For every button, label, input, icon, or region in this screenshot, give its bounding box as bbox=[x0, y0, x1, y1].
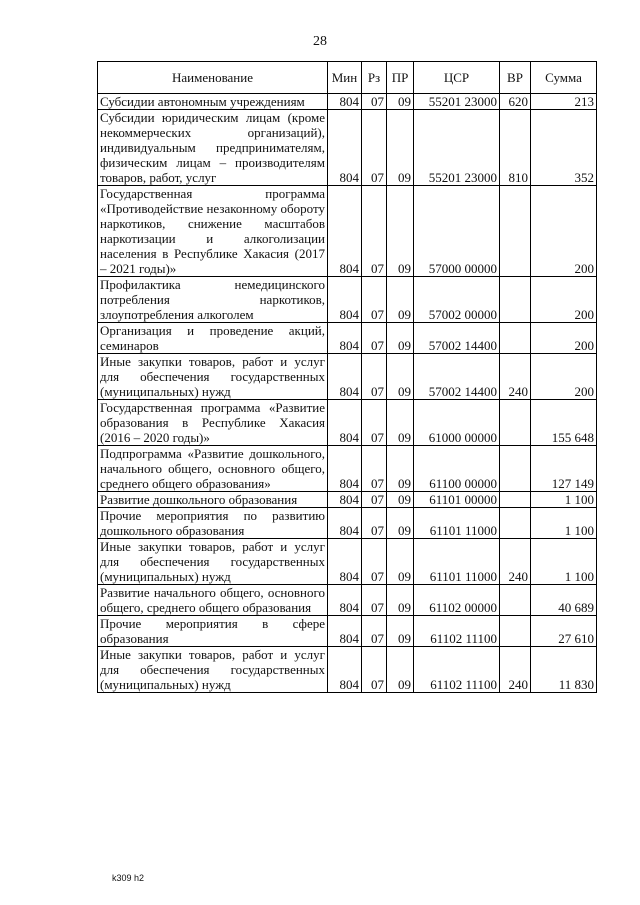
cell-name: Прочие мероприятия в сфере образования bbox=[98, 616, 328, 647]
cell-sum: 200 bbox=[531, 277, 597, 323]
cell-sum: 155 648 bbox=[531, 400, 597, 446]
cell-sum: 200 bbox=[531, 186, 597, 277]
cell-pr: 09 bbox=[387, 585, 414, 616]
cell-pr: 09 bbox=[387, 492, 414, 508]
cell-csr: 61102 00000 bbox=[414, 585, 500, 616]
cell-pr: 09 bbox=[387, 400, 414, 446]
cell-name: Организация и проведение акций, семинаров bbox=[98, 323, 328, 354]
header-rz: Рз bbox=[362, 62, 387, 94]
cell-csr: 61000 00000 bbox=[414, 400, 500, 446]
cell-min: 804 bbox=[328, 492, 362, 508]
cell-sum: 127 149 bbox=[531, 446, 597, 492]
cell-name: Иные закупки товаров, работ и услуг для обеспечения государственных (муниципальных) нужд bbox=[98, 539, 328, 585]
footer-code: k309 h2 bbox=[112, 873, 145, 883]
cell-pr: 09 bbox=[387, 277, 414, 323]
cell-rz: 07 bbox=[362, 400, 387, 446]
cell-min: 804 bbox=[328, 277, 362, 323]
cell-csr: 61102 11100 bbox=[414, 616, 500, 647]
cell-min: 804 bbox=[328, 539, 362, 585]
cell-rz: 07 bbox=[362, 585, 387, 616]
table-row bbox=[98, 277, 597, 323]
cell-min: 804 bbox=[328, 508, 362, 539]
cell-vr bbox=[500, 616, 531, 647]
cell-rz: 07 bbox=[362, 323, 387, 354]
cell-pr: 09 bbox=[387, 647, 414, 693]
cell-vr: 620 bbox=[500, 94, 531, 110]
cell-name: Развитие начального общего, основного общего, среднего общего образования bbox=[98, 585, 328, 616]
budget-table bbox=[97, 61, 597, 693]
cell-csr: 61101 11000 bbox=[414, 508, 500, 539]
cell-rz: 07 bbox=[362, 508, 387, 539]
cell-min: 804 bbox=[328, 616, 362, 647]
table-row bbox=[98, 492, 597, 508]
cell-name: Иные закупки товаров, работ и услуг для обеспечения государственных (муниципальных) нужд bbox=[98, 354, 328, 400]
cell-rz: 07 bbox=[362, 492, 387, 508]
cell-sum: 1 100 bbox=[531, 492, 597, 508]
cell-rz: 07 bbox=[362, 186, 387, 277]
cell-name: Государственная программа «Развитие образования в Республике Хакасия (2016 – 2020 годы)» bbox=[98, 400, 328, 446]
table-header-row bbox=[98, 62, 597, 94]
cell-rz: 07 bbox=[362, 354, 387, 400]
cell-csr: 57002 14400 bbox=[414, 323, 500, 354]
cell-sum: 1 100 bbox=[531, 508, 597, 539]
table-row bbox=[98, 647, 597, 693]
cell-min: 804 bbox=[328, 94, 362, 110]
cell-sum: 40 689 bbox=[531, 585, 597, 616]
cell-name: Государственная программа «Противодействие незаконному обороту наркотиков, снижение масштабов наркотизации и алкоголизации населения в Республике Хакасия (2017 – 2021 годы)» bbox=[98, 186, 328, 277]
cell-pr: 09 bbox=[387, 323, 414, 354]
cell-rz: 07 bbox=[362, 277, 387, 323]
cell-sum: 213 bbox=[531, 94, 597, 110]
cell-min: 804 bbox=[328, 186, 362, 277]
header-name: Наименование bbox=[98, 62, 328, 94]
cell-csr: 57002 00000 bbox=[414, 277, 500, 323]
table-row bbox=[98, 585, 597, 616]
cell-csr: 57002 14400 bbox=[414, 354, 500, 400]
cell-min: 804 bbox=[328, 647, 362, 693]
cell-csr: 57000 00000 bbox=[414, 186, 500, 277]
cell-vr: 240 bbox=[500, 647, 531, 693]
cell-pr: 09 bbox=[387, 446, 414, 492]
cell-pr: 09 bbox=[387, 539, 414, 585]
cell-name: Субсидии юридическим лицам (кроме некоммерческих организаций), индивидуальным предпринимателям, физическим лицам – производителям товаров, работ, услуг bbox=[98, 110, 328, 186]
cell-pr: 09 bbox=[387, 354, 414, 400]
cell-name: Прочие мероприятия по развитию дошкольного образования bbox=[98, 508, 328, 539]
table-row bbox=[98, 446, 597, 492]
cell-sum: 352 bbox=[531, 110, 597, 186]
cell-pr: 09 bbox=[387, 110, 414, 186]
cell-min: 804 bbox=[328, 323, 362, 354]
cell-rz: 07 bbox=[362, 94, 387, 110]
cell-min: 804 bbox=[328, 585, 362, 616]
table-row bbox=[98, 616, 597, 647]
cell-sum: 11 830 bbox=[531, 647, 597, 693]
cell-rz: 07 bbox=[362, 110, 387, 186]
cell-min: 804 bbox=[328, 446, 362, 492]
cell-vr bbox=[500, 585, 531, 616]
cell-vr bbox=[500, 323, 531, 354]
cell-vr bbox=[500, 400, 531, 446]
table-row bbox=[98, 110, 597, 186]
table-row bbox=[98, 186, 597, 277]
cell-name: Подпрограмма «Развитие дошкольного, начального общего, основного общего, среднего общего образования» bbox=[98, 446, 328, 492]
cell-vr bbox=[500, 446, 531, 492]
cell-csr: 55201 23000 bbox=[414, 94, 500, 110]
cell-pr: 09 bbox=[387, 616, 414, 647]
table-body bbox=[98, 94, 597, 693]
header-csr: ЦСР bbox=[414, 62, 500, 94]
cell-csr: 61101 11000 bbox=[414, 539, 500, 585]
table-row bbox=[98, 400, 597, 446]
cell-name: Развитие дошкольного образования bbox=[98, 492, 328, 508]
cell-pr: 09 bbox=[387, 186, 414, 277]
table-row bbox=[98, 323, 597, 354]
cell-csr: 61101 00000 bbox=[414, 492, 500, 508]
cell-vr: 240 bbox=[500, 539, 531, 585]
cell-rz: 07 bbox=[362, 647, 387, 693]
table-row bbox=[98, 539, 597, 585]
cell-vr: 810 bbox=[500, 110, 531, 186]
cell-name: Профилактика немедицинского потребления наркотиков, злоупотребления алкоголем bbox=[98, 277, 328, 323]
cell-rz: 07 bbox=[362, 539, 387, 585]
cell-vr bbox=[500, 492, 531, 508]
header-min: Мин bbox=[328, 62, 362, 94]
cell-vr bbox=[500, 508, 531, 539]
cell-name: Иные закупки товаров, работ и услуг для обеспечения государственных (муниципальных) нужд bbox=[98, 647, 328, 693]
table-row bbox=[98, 508, 597, 539]
cell-vr bbox=[500, 186, 531, 277]
table-row bbox=[98, 94, 597, 110]
cell-vr bbox=[500, 277, 531, 323]
cell-pr: 09 bbox=[387, 94, 414, 110]
cell-rz: 07 bbox=[362, 616, 387, 647]
header-sum: Сумма bbox=[531, 62, 597, 94]
cell-sum: 1 100 bbox=[531, 539, 597, 585]
cell-pr: 09 bbox=[387, 508, 414, 539]
cell-sum: 27 610 bbox=[531, 616, 597, 647]
page-number: 28 bbox=[313, 34, 327, 49]
cell-min: 804 bbox=[328, 110, 362, 186]
table-row bbox=[98, 354, 597, 400]
cell-csr: 61102 11100 bbox=[414, 647, 500, 693]
cell-min: 804 bbox=[328, 354, 362, 400]
header-pr: ПР bbox=[387, 62, 414, 94]
cell-name: Субсидии автономным учреждениям bbox=[98, 94, 328, 110]
cell-csr: 55201 23000 bbox=[414, 110, 500, 186]
cell-csr: 61100 00000 bbox=[414, 446, 500, 492]
cell-rz: 07 bbox=[362, 446, 387, 492]
cell-sum: 200 bbox=[531, 354, 597, 400]
cell-vr: 240 bbox=[500, 354, 531, 400]
cell-min: 804 bbox=[328, 400, 362, 446]
cell-sum: 200 bbox=[531, 323, 597, 354]
header-vr: ВР bbox=[500, 62, 531, 94]
